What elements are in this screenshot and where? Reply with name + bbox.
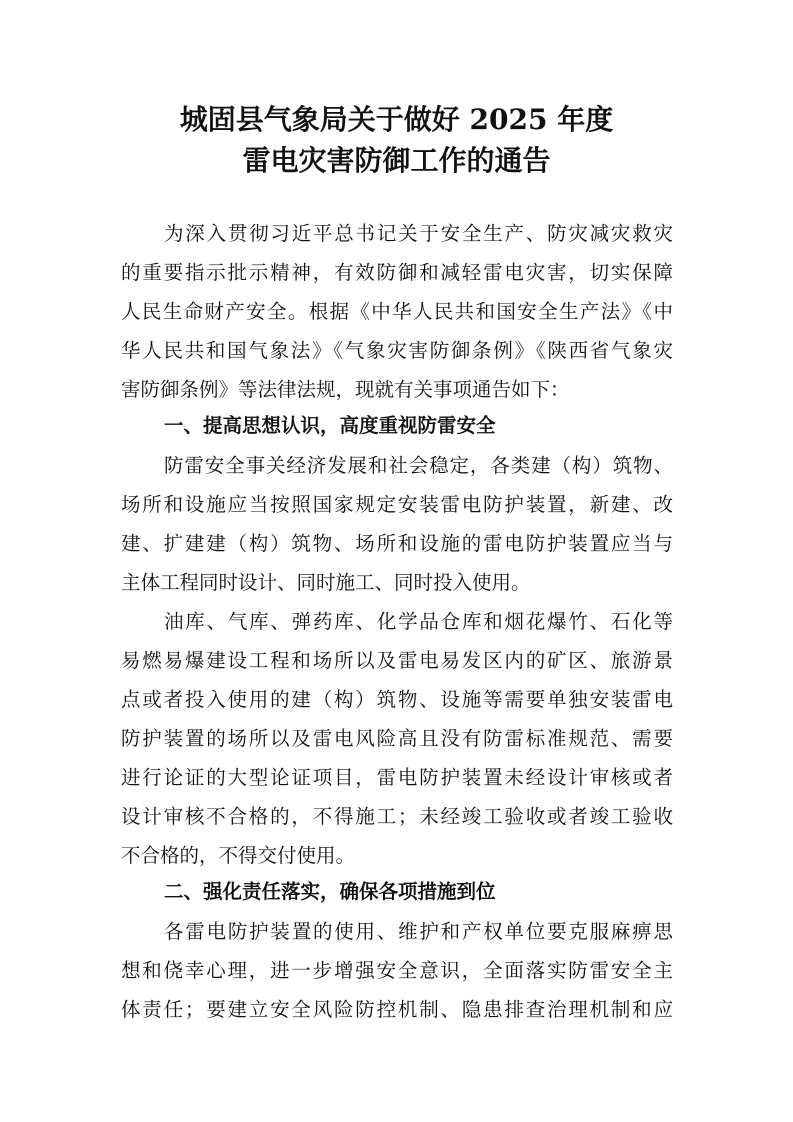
paragraph-line: 场所和设施应当按照国家规定安装雷电防护装置，新建、改 [121,493,673,516]
intro-line: 害防御条例》等法律法规，现就有关事项通告如下： [121,378,570,401]
intro-line: 的重要指示批示精神，有效防御和减轻雷电灾害，切实保障 [121,261,673,284]
intro-line: 人民生命财产安全。根据《中华人民共和国安全生产法》《中 [121,300,673,323]
paragraph-line: 主体工程同时设计、同时施工、同时投入使用。 [121,571,531,594]
paragraph-line: 点或者投入使用的建（构）筑物、设施等需要单独安装雷电 [121,688,673,711]
intro-line: 为深入贯彻习近平总书记关于安全生产、防灾减灾救灾 [164,222,673,245]
paragraph-line: 不合格的，不得交付使用。 [121,844,356,867]
paragraph-line: 易燃易爆建设工程和场所以及雷电易发区内的矿区、旅游景 [121,649,673,672]
paragraph-line: 想和侥幸心理，进一步增强安全意识，全面落实防雷安全主 [121,959,673,982]
section-heading-2: 二、强化责任落实，确保各项措施到位 [164,880,496,903]
document-title-line-1: 城固县气象局关于做好 2025 年度 [179,103,614,136]
paragraph-line: 进行论证的大型论证项目，雷电防护装置未经设计审核或者 [121,766,673,789]
intro-line: 华人民共和国气象法》《气象灾害防御条例》《陕西省气象灾 [121,339,673,362]
paragraph-line: 设计审核不合格的，不得施工；未经竣工验收或者竣工验收 [121,805,673,828]
section-heading-1: 一、提高思想认识，高度重视防雷安全 [164,414,496,437]
document-title-line-2: 雷电灾害防御工作的通告 [242,144,551,177]
paragraph-line: 防护装置的场所以及雷电风险高且没有防雷标准规范、需要 [121,727,673,750]
paragraph-line: 油库、气库、弹药库、化学品仓库和烟花爆竹、石化等 [164,610,673,633]
paragraph-line: 防雷安全事关经济发展和社会稳定，各类建（构）筑物、 [164,454,673,477]
paragraph-line: 各雷电防护装置的使用、维护和产权单位要克服麻痹思 [164,920,673,943]
paragraph-line: 体责任；要建立安全风险防控机制、隐患排查治理机制和应 [121,998,673,1021]
paragraph-line: 建、扩建建（构）筑物、场所和设施的雷电防护装置应当与 [121,532,673,555]
